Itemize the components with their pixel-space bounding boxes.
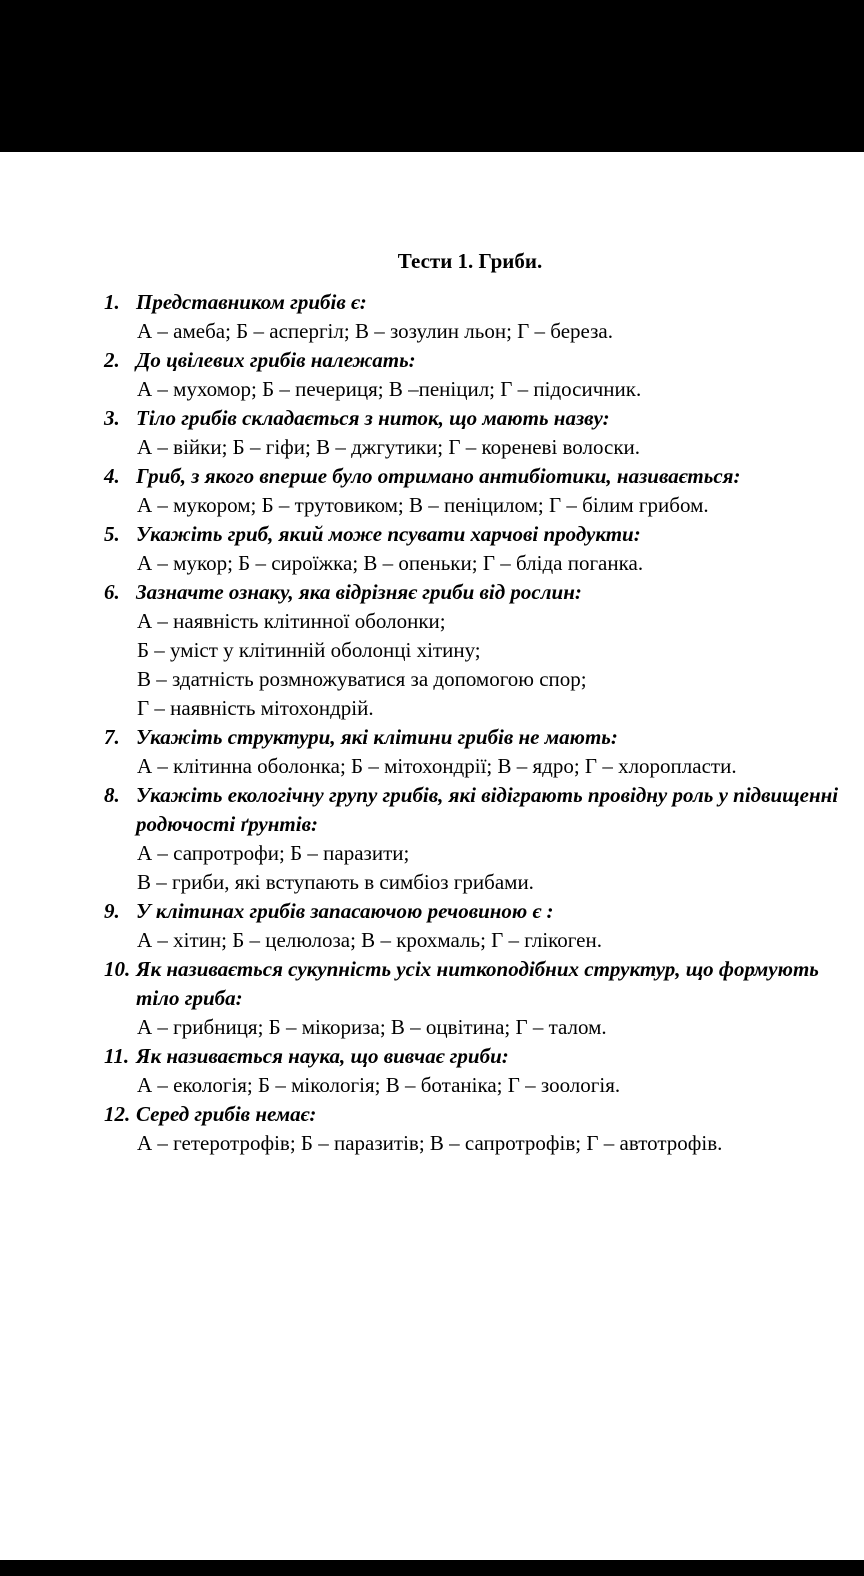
question-text: Укажіть гриб, який може псувати харчові продукти: (136, 522, 641, 546)
question-number: 3. (104, 406, 120, 430)
question-number: 9. (104, 899, 120, 923)
question-heading (104, 1100, 844, 1129)
answer-options: А – війки; Б – гіфи; В – джгутики; Г – кореневі волоски. (137, 435, 641, 459)
answer-options: А – сапротрофи; Б – паразити; (137, 841, 410, 865)
question-number: 1. (104, 290, 120, 314)
question-1 (104, 288, 844, 346)
answer-options: А – грибниця; Б – мікориза; В – оцвітина; Г – талом. (137, 1015, 607, 1039)
question-number: 11. (104, 1044, 130, 1068)
question-text: Тіло грибів складається з ниток, що мають назву: (136, 406, 610, 430)
question-heading (104, 955, 844, 1013)
question-heading (104, 578, 844, 607)
question-number: 2. (104, 348, 120, 372)
question-text: Зазначте ознаку, яка відрізняє гриби від рослин: (136, 580, 582, 604)
answer-options: А – клітинна оболонка; Б – мітохондрії; В – ядро; Г – хлоропласти. (137, 754, 737, 778)
question-text: Як називається наука, що вивчає гриби: (136, 1044, 509, 1068)
answer-options: Б – уміст у клітинній оболонці хітину; (137, 638, 481, 662)
answer-options: А – хітин; Б – целюлоза; В – крохмаль; Г – глікоген. (137, 928, 602, 952)
question-6 (104, 578, 844, 723)
question-text: Як називається сукупність усіх ниткоподібних структур, що формують тіло гриба: (136, 957, 819, 1010)
question-text: Укажіть структури, які клітини грибів не мають: (136, 725, 618, 749)
answer-options: А – екологія; Б – мікологія; В – ботаніка; Г – зоологія. (137, 1073, 621, 1097)
question-heading (104, 723, 844, 752)
question-number: 5. (104, 522, 120, 546)
question-text: У клітинах грибів запасаючою речовиною є : (136, 899, 554, 923)
question-list (104, 288, 844, 1158)
bottom-black-bar (0, 1560, 864, 1576)
question-2 (104, 346, 844, 404)
question-text: Представником грибів є: (136, 290, 367, 314)
top-black-bar (0, 0, 864, 152)
question-heading (104, 1042, 844, 1071)
question-heading (104, 404, 844, 433)
question-7 (104, 723, 844, 781)
question-heading (104, 897, 844, 926)
answer-options: А – амеба; Б – аспергіл; В – зозулин льон; Г – береза. (137, 319, 613, 343)
answer-options: А – мукор; Б – сироїжка; В – опеньки; Г – бліда поганка. (137, 551, 644, 575)
question-5 (104, 520, 844, 578)
answer-options: А – мукором; Б – трутовиком; В – пеніцилом; Г – білим грибом. (137, 493, 709, 517)
question-number: 8. (104, 783, 120, 807)
question-text: Гриб, з якого вперше було отримано антибіотики, називається: (136, 464, 741, 488)
question-10 (104, 955, 844, 1042)
question-12 (104, 1100, 844, 1158)
question-heading (104, 288, 844, 317)
answer-options: А – наявність клітинної оболонки; (137, 609, 446, 633)
page-title: Тести 1. Гриби. (397, 249, 543, 273)
question-number: 12. (104, 1102, 131, 1126)
question-8 (104, 781, 844, 897)
question-number: 10. (104, 957, 131, 981)
question-heading (104, 462, 844, 491)
question-number: 4. (104, 464, 120, 488)
answer-options: А – мухомор; Б – печериця; В –пеніцил; Г – підосичник. (137, 377, 642, 401)
question-9 (104, 897, 844, 955)
answer-options: В – здатність розмножуватися за допомогою спор; (137, 667, 587, 691)
answer-options: В – гриби, які вступають в симбіоз грибами. (137, 870, 534, 894)
answer-options: А – гетеротрофів; Б – паразитів; В – сапротрофів; Г – автотрофів. (137, 1131, 723, 1155)
question-text: Серед грибів немає: (136, 1102, 317, 1126)
question-4 (104, 462, 844, 520)
question-heading (104, 781, 844, 839)
question-text: Укажіть екологічну групу грибів, які відіграють провідну роль у підвищенні родючості ґрунтів: (136, 783, 839, 836)
question-heading (104, 520, 844, 549)
answer-options: Г – наявність мітохондрій. (137, 696, 374, 720)
question-11 (104, 1042, 844, 1100)
question-text: До цвілевих грибів належать: (136, 348, 416, 372)
question-number: 6. (104, 580, 120, 604)
question-number: 7. (104, 725, 120, 749)
question-heading (104, 346, 844, 375)
question-3 (104, 404, 844, 462)
